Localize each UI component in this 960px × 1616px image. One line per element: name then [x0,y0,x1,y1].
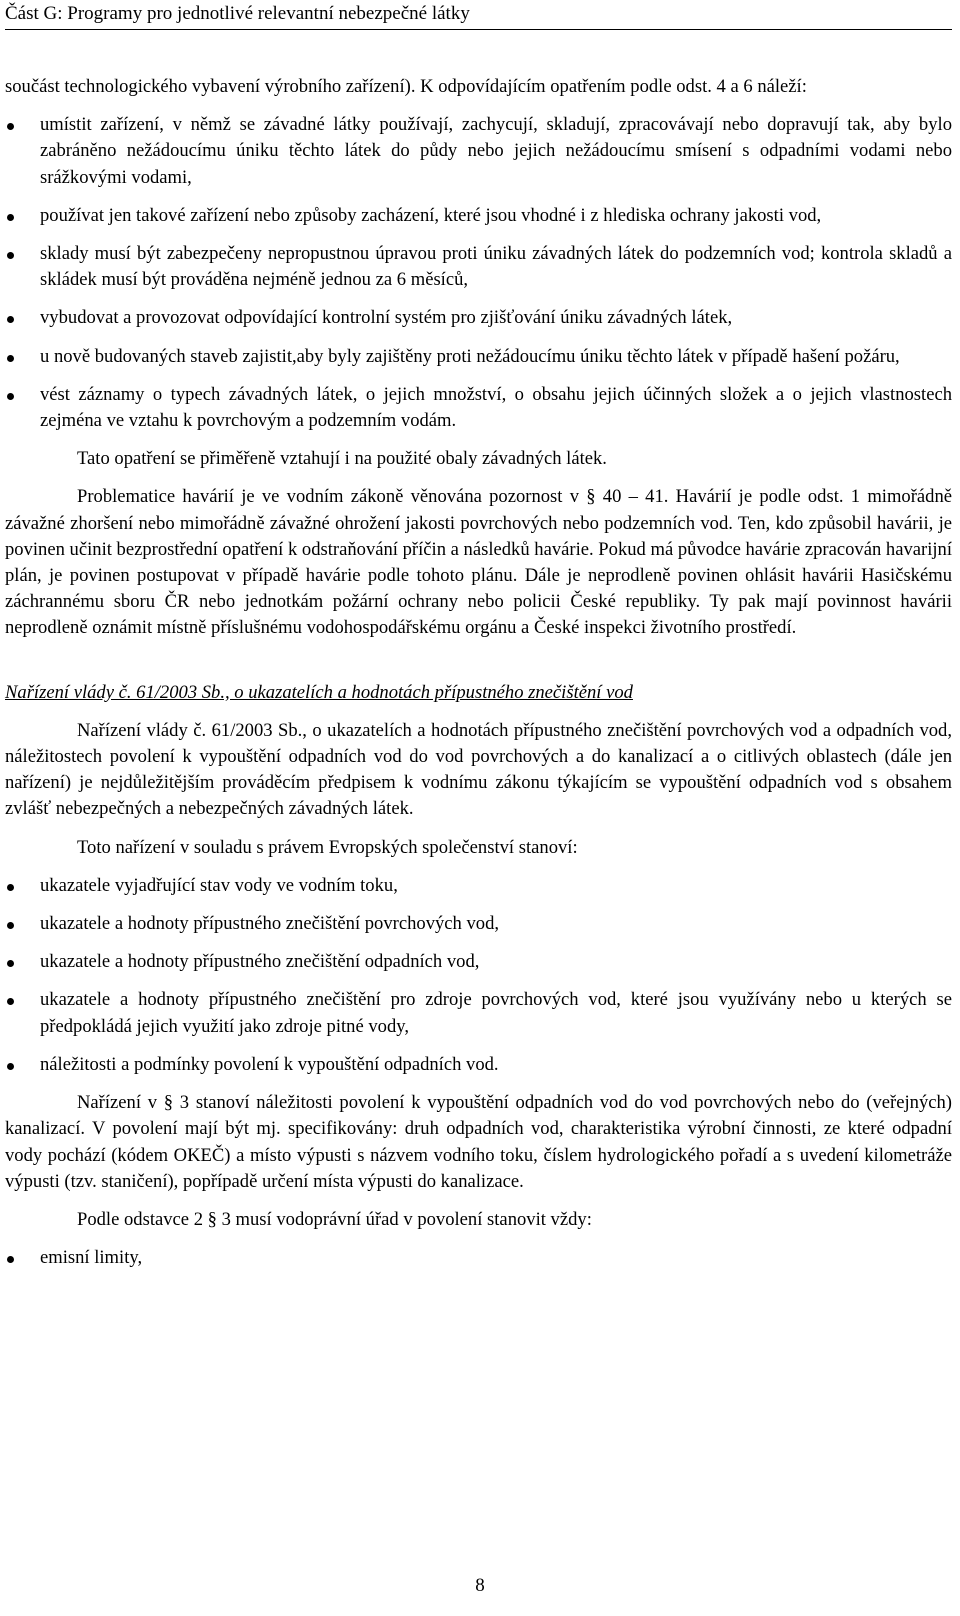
list-item: ukazatele a hodnoty přípustného znečištění odpadních vod, [5,949,952,975]
list-item: u nově budovaných staveb zajistit,aby byly zajištěny proti nežádoucímu úniku těchto látek v případě hašení požáru, [5,344,952,370]
paragraph2-paragraph: Podle odstavce 2 § 3 musí vodoprávní úřad v povolení stanovit vždy: [77,1208,592,1230]
list-item: vést záznamy o typech závadných látek, o jejich množství, o obsahu jejich účinných složek a o jejich vlastnostech zejména ve vztahu k povrchovým a podzemním vodám. [5,382,952,434]
list-item: ukazatele a hodnoty přípustného znečištění povrchových vod, [5,911,952,937]
list-item: umístit zařízení, v němž se závadné látky používají, zachycují, skladují, zpracovávají nebo dopravují tak, aby bylo zabráněno nežádoucímu úniku těchto látek do půdy nebo jejich nežádoucímu smísení s odpadními vodami nebo srážkovými vodami, [5,112,952,191]
running-header: Část G: Programy pro jednotlivé relevantní nebezpečné látky [5,2,952,30]
list-item: ukazatele a hodnoty přípustného znečištění pro zdroje povrchových vod, které jsou využívány nebo u kterých se předpokládá jejich využití jako zdroje pitné vody, [5,987,952,1039]
list-item: emisní limity, [5,1245,952,1271]
page-number: 8 [475,1575,485,1596]
page-content [5,74,952,1271]
section3-paragraph: Nařízení v § 3 stanoví náležitosti povolení k vypouštění odpadních vod do vod povrchových nebo do (veřejných) kanalizací. V povolení mají být mj. specifikovány: druh odpadních vod, charakteristika výrobní činnosti, ze které odpadní vody pochází (kódem OKEČ) a místo výpusti s názvem vodního toku, číslem hydrologického pořadí a s uvedení kilometráže výpusti (tzv. staničení), popřípadě určení místa výpusti do kanalizace. [5,1092,952,1192]
list-item: sklady musí být zabezpečeny nepropustnou úpravou proti úniku závadných látek do podzemních vod; kontrola skladů a skládek musí být prováděna nejméně jednou za 6 měsíců, [5,241,952,293]
measures-list [5,112,952,434]
list-item: náležitosti a podmínky povolení k vypouštění odpadních vod. [5,1052,952,1078]
accidents-paragraph: Problematice havárií je ve vodním zákoně věnována pozornost v § 40 – 41. Havárií je podle odst. 1 mimořádně závažné zhoršení nebo mimořádně závažné ohrožení jakosti povrchových nebo podzemních vod. Ten, kdo způsobil havárii, je povinen učinit bezprostřední opatření k odstraňování příčin a následků havárie. Pokud má původce havárie zpracován havarijní plán, je povinen postupovat v případě havárie podle tohoto plánu. Dále je neprodleně povinen ohlásit havárii Hasičskému záchrannému sboru ČR nebo jednotkám požární ochrany nebo policii České republiky. Ty pak mají povinnost havárii neprodleně oznámit místně příslušnému vodohospodářskému orgánu a České inspekci životního prostředí. [5,486,952,639]
packaging-paragraph: Tato opatření se přiměřeně vztahují i na použité obaly závadných látek. [77,448,607,470]
list-item: ukazatele vyjadřující stav vody ve vodním toku, [5,873,952,899]
eu-paragraph: Toto nařízení v souladu s právem Evropských společenství stanoví: [77,836,578,858]
intro-paragraph: součást technologického vybavení výrobního zařízení). K odpovídajícím opatřením podle odst. 4 a 6 náleží: [5,76,807,97]
section-heading: Nařízení vlády č. 61/2003 Sb., o ukazatelích a hodnotách přípustného znečištění vod [5,681,633,703]
limits-list [5,1245,952,1271]
list-item: používat jen takové zařízení nebo způsoby zacházení, které jsou vhodné i z hlediska ochrany jakosti vod, [5,203,952,229]
regulation-list [5,873,952,1078]
list-item: vybudovat a provozovat odpovídající kontrolní systém pro zjišťování úniku závadných látek, [5,305,952,331]
regulation-paragraph: Nařízení vlády č. 61/2003 Sb., o ukazatelích a hodnotách přípustného znečištění povrchových vod a odpadních vod, náležitostech povolení k vypouštění odpadních vod do vod povrchových a do kanalizací a o citlivých oblastech (dále jen nařízení) je nejdůležitějším prováděcím předpisem k vodnímu zákonu týkajícím se vypouštění odpadních vod s obsahem zvlášť nebezpečných a nebezpečných závadných látek. [5,719,952,820]
